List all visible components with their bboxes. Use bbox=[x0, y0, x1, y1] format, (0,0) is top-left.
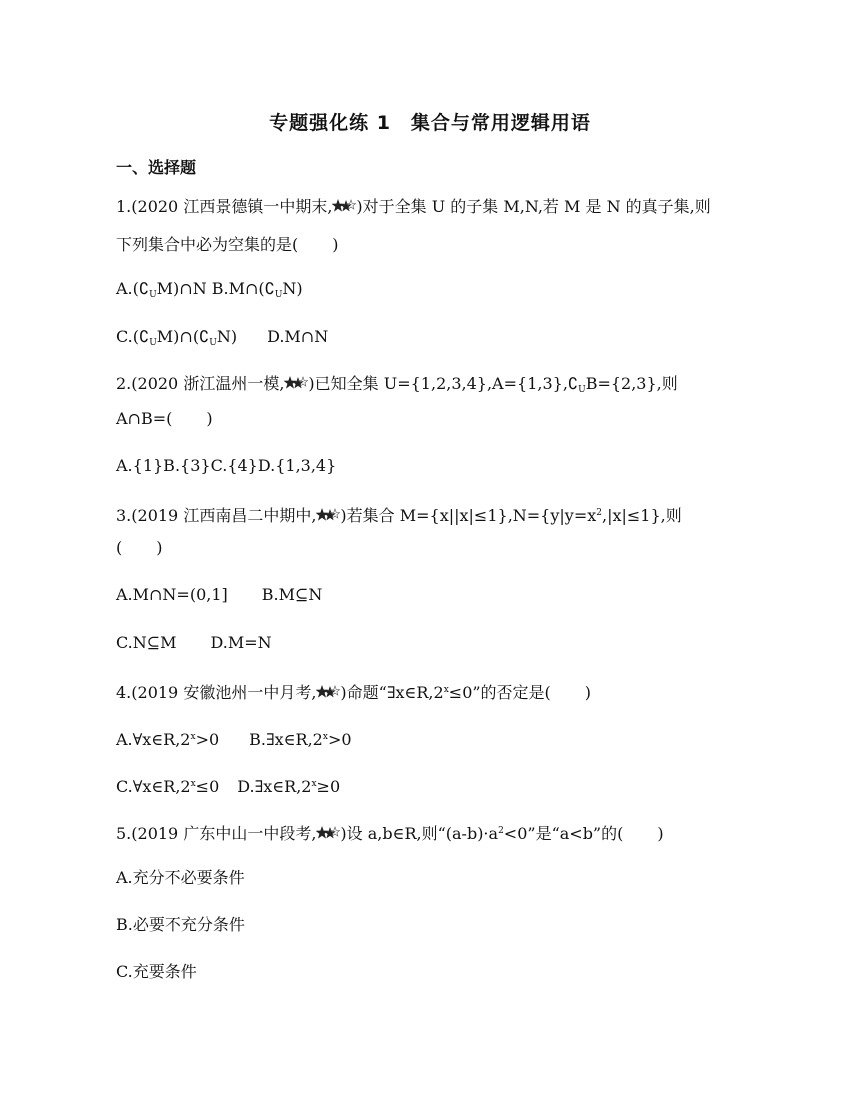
superscript: x bbox=[190, 732, 196, 742]
question-1-options-cd bbox=[116, 326, 328, 354]
question-5-option-b bbox=[116, 914, 245, 936]
subscript: U bbox=[274, 290, 283, 300]
subscript: U bbox=[149, 338, 157, 348]
question-text: ) bbox=[657, 824, 664, 843]
page-title: 专题强化练 1 集合与常用逻辑用语 bbox=[269, 112, 591, 134]
section-heading: 一、选择题 bbox=[116, 158, 197, 177]
option-d: D.∃x∈R,2 bbox=[237, 777, 312, 796]
question-text: <0”是“a<b”的( bbox=[503, 824, 624, 843]
question-3-options-ab bbox=[116, 584, 322, 606]
question-text: 1.(2020 江西景德镇一中期末, bbox=[116, 197, 333, 216]
subscript: U bbox=[209, 338, 217, 348]
question-4-stem bbox=[116, 679, 591, 704]
option-a: A.M∩N=(0,1] bbox=[116, 585, 228, 604]
two-star-rating-icon bbox=[332, 199, 356, 213]
two-star-rating-icon bbox=[284, 376, 308, 390]
question-2-stem bbox=[116, 373, 678, 401]
option-text: ≤0 bbox=[195, 777, 220, 796]
question-text: A∩B=( bbox=[116, 409, 173, 428]
question-text: 2.(2020 浙江温州一模, bbox=[116, 374, 285, 393]
subscript: U bbox=[149, 290, 157, 300]
question-3-options-cd bbox=[116, 632, 272, 654]
two-star-rating-icon bbox=[316, 508, 340, 522]
question-text: B={2,3},则 bbox=[585, 374, 678, 393]
question-4-options-cd bbox=[116, 773, 340, 798]
question-1-stem-line2 bbox=[116, 234, 339, 256]
question-text: ,|x|≤1},则 bbox=[602, 506, 682, 525]
question-text: )已知全集 U={1,2,3,4},A={1,3},∁ bbox=[308, 374, 579, 393]
option-a: A.(∁ bbox=[116, 279, 150, 298]
question-text: 4.(2019 安徽池州一中月考, bbox=[116, 683, 317, 702]
superscript: x bbox=[311, 779, 317, 789]
question-text: ) bbox=[584, 683, 592, 702]
question-text: ) bbox=[206, 409, 213, 428]
question-text: ) bbox=[156, 538, 163, 557]
question-text: 下列集合中必为空集的是( bbox=[116, 235, 299, 254]
question-text: )命题“∃x∈R,2 bbox=[340, 683, 444, 702]
option-b: B.必要不充分条件 bbox=[116, 915, 245, 934]
question-5-option-a bbox=[116, 867, 245, 889]
question-3-stem bbox=[116, 502, 682, 527]
subscript: U bbox=[578, 385, 586, 395]
option-text: N) bbox=[282, 279, 303, 298]
option-text: N) bbox=[216, 327, 238, 346]
option-c: C.充要条件 bbox=[116, 962, 197, 981]
question-text: ) bbox=[332, 235, 339, 254]
options-text: A.{1}B.{3}C.{4}D.{1,3,4} bbox=[116, 456, 337, 475]
question-text: ≤0”的否定是( bbox=[448, 683, 551, 702]
option-b: B.∃x∈R,2 bbox=[249, 730, 323, 749]
option-c: C.(∁ bbox=[116, 327, 150, 346]
question-text: 5.(2019 广东中山一中段考, bbox=[116, 824, 317, 843]
question-text: )设 a,b∈R,则“(a-b)·a bbox=[340, 824, 499, 843]
superscript: x bbox=[322, 732, 328, 742]
option-c: C.∀x∈R,2 bbox=[116, 777, 191, 796]
option-b: B.M⊆N bbox=[261, 585, 323, 604]
option-text: >0 bbox=[327, 730, 352, 749]
option-text: ≥0 bbox=[316, 777, 341, 796]
option-text: >0 bbox=[195, 730, 220, 749]
question-3-stem-line2 bbox=[116, 537, 163, 559]
superscript: 2 bbox=[596, 508, 602, 518]
option-text: M)∩(∁ bbox=[156, 327, 210, 346]
question-text: 3.(2019 江西南昌二中期中, bbox=[116, 506, 317, 525]
question-text: )对于全集 U 的子集 M,N,若 M 是 N 的真子集,则 bbox=[356, 197, 711, 216]
option-d: D.M=N bbox=[210, 633, 272, 652]
question-5-stem bbox=[116, 820, 664, 845]
two-star-rating-icon bbox=[316, 685, 340, 699]
question-2-options bbox=[116, 455, 336, 477]
superscript: x bbox=[443, 685, 449, 695]
option-b: M)∩N B.M∩(∁ bbox=[156, 279, 275, 298]
option-a: A.∀x∈R,2 bbox=[116, 730, 191, 749]
question-4-options-ab bbox=[116, 726, 352, 751]
question-5-option-c bbox=[116, 961, 197, 983]
option-c: C.N⊆M bbox=[116, 633, 177, 652]
option-a: A.充分不必要条件 bbox=[116, 868, 245, 887]
question-2-stem-line2 bbox=[116, 408, 213, 430]
question-1-stem bbox=[116, 196, 711, 218]
superscript: x bbox=[190, 779, 196, 789]
option-d: D.M∩N bbox=[267, 327, 329, 346]
two-star-rating-icon bbox=[316, 826, 340, 840]
question-1-options-ab bbox=[116, 278, 303, 306]
question-text: )若集合 M={x||x|≤1},N={y|y=x bbox=[340, 506, 597, 525]
superscript: 2 bbox=[498, 826, 504, 836]
question-text: ( bbox=[116, 538, 123, 557]
